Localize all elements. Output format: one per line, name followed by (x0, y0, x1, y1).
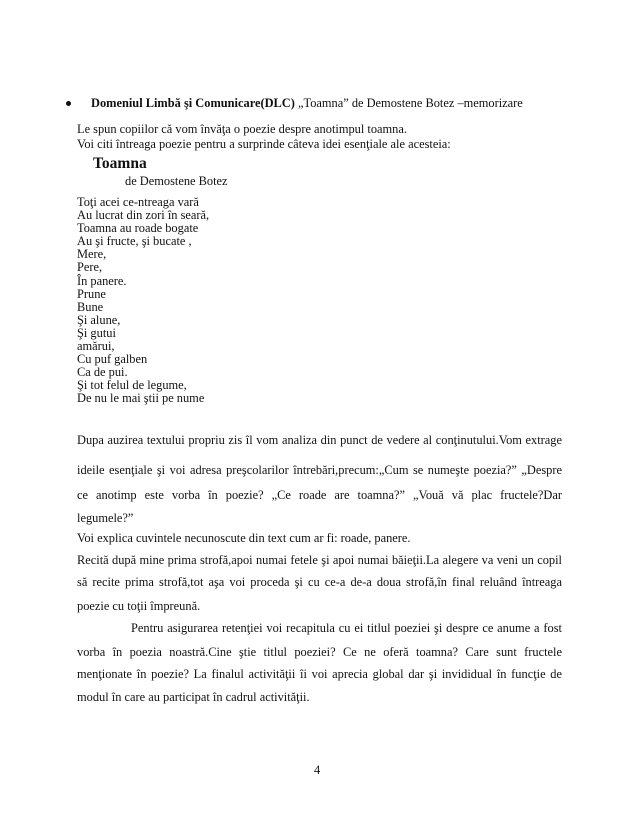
activity-topic: „Toamna” de Demostene Botez –memorizare (294, 96, 523, 110)
poem-body (77, 196, 209, 406)
poem-line: În panere. (77, 273, 127, 288)
body-line: ideile esenţiale şi voi adresa preşcolarilor întrebări,precum:„Cum se numeşte poezia?” „Despre (77, 463, 562, 477)
poem-author: de Demostene Botez (125, 174, 228, 188)
page-number: 4 (314, 763, 321, 777)
body-line: Voi explica cuvintele necunoscute din text cum ar fi: roade, panere. (77, 531, 411, 545)
poem-line: amărui, (77, 339, 115, 354)
intro-line-2: Voi citi întreaga poezie pentru a surprinde câteva idei esenţiale ale acesteia: (77, 137, 451, 151)
activity-heading (66, 96, 523, 111)
poem-line: Prune (77, 286, 106, 301)
poem-line: Bune (77, 299, 104, 314)
body-line: legumele?” (77, 511, 134, 525)
poem-line: Cu puf galben (77, 352, 148, 367)
body-line: să recite prima strofă,tot aşa voi proceda şi cu ce-a de-a doua strofă,în final reluând întreaga (77, 575, 562, 589)
poem-line: Pere, (77, 260, 103, 275)
poem-line: De nu le mai ştii pe nume (77, 391, 205, 406)
poem-line: Toţi acei ce-ntreaga vară (77, 195, 199, 209)
domain-label: Domeniul Limbă şi Comunicare(DLC) (91, 96, 295, 110)
body-line: Pentru asigurarea retenţiei voi recapitula cu ei titlul poeziei şi despre ce anume a fost (131, 621, 562, 635)
poem-line: Toamna au roade bogate (77, 221, 199, 236)
poem-line: Au lucrat din zori în seară, (77, 208, 210, 223)
poem-line: Mere, (77, 247, 107, 262)
poem-line: Şi alune, (77, 312, 121, 327)
poem-line: Şi gutui (77, 325, 116, 340)
body-line: modul în care au participat în cadrul activităţii. (77, 690, 310, 704)
poem-title: Toamna (93, 155, 147, 172)
body-line: ce anotimp este vorba în poezie? „Ce roade are toamna?” „Vouă vă plac fructele?Dar (77, 488, 562, 502)
poem-line: Au şi fructe, şi bucate , (77, 234, 192, 249)
body-line: Recită după mine prima strofă,apoi numai fetele şi apoi numai băieţii.La alegere va veni un copil (77, 553, 562, 567)
body-line: menţionate în poezie? La finalul activităţii îi voi aprecia global dar şi invididual în funcţie de (77, 667, 562, 681)
poem-line: Ca de pui. (77, 365, 128, 380)
intro-line-1: Le spun copiilor că vom învăţa o poezie despre anotimpul toamna. (77, 122, 407, 136)
body-line: poezie cu toţii împreună. (77, 599, 201, 613)
poem-line: Şi tot felul de legume, (77, 378, 187, 393)
bullet-icon (66, 101, 71, 106)
body-line: vorba în poezia noastră.Cine ştie titlul poeziei? Ce ne oferă toamna? Care sunt fructele (77, 645, 562, 659)
body-line: Dupa auzirea textului propriu zis îl vom analiza din punct de vedere al conţinutului.Vom extrage (77, 433, 562, 447)
